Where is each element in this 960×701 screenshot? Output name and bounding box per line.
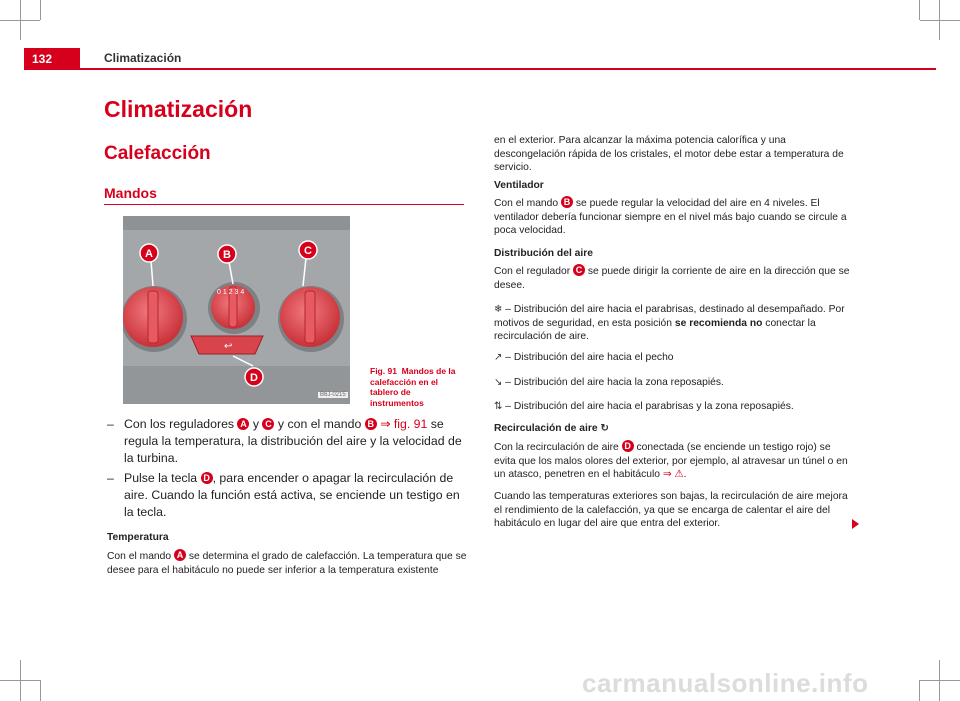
ventilador-heading: Ventilador xyxy=(494,180,544,191)
temperatura-paragraph: Con el mando A se determina el grado de calefacción. La temperatura que se desee para el habitáculo no puede ser inferior a la temperatura existente xyxy=(107,550,467,576)
recirculacion-paragraph: Con la recirculación de aire D conectada (se enciende un testigo rojo) se evita que los malos olores del exterior, por ejemplo, al atravesar un túnel o en un atasco, penetren en el habitáculo ⇒ ⚠. xyxy=(494,441,848,481)
distribucion-heading: Distribución del aire xyxy=(494,248,593,259)
windshield-defrost-icon: ❄ xyxy=(494,304,503,315)
distribution-footwell-item: ↘ – Distribución del aire hacia la zona reposapiés. xyxy=(494,377,724,388)
ref-badge-c: C xyxy=(262,418,274,430)
section-title: Calefacción xyxy=(104,143,211,164)
distribucion-paragraph: Con el regulador C se puede dirigir la corriente de aire en la dirección que se desee. xyxy=(494,265,850,291)
crop-mark xyxy=(939,0,940,40)
ref-badge-d: D xyxy=(201,472,213,484)
figure-caption xyxy=(370,366,465,408)
header-rule xyxy=(80,68,936,70)
crop-mark xyxy=(40,0,41,20)
ventilador-paragraph: Con el mando B se puede regular la velocidad del aire en 4 niveles. El ventilador debería funcionar siempre en el nivel más bajo cuando se circule a poca velocidad. xyxy=(494,197,847,237)
ref-badge-b: B xyxy=(561,196,573,208)
paragraph-continuation: en el exterior. Para alcanzar la máxima potencia calorífica y una descongelación rápida de los cristales, el motor debe estar a temperatura de servicio. xyxy=(494,135,844,174)
air-to-chest-icon: ↗ xyxy=(494,352,503,363)
crop-mark xyxy=(20,0,21,40)
distribution-windshield-item: ❄ – Distribución del aire hacia el parabrisas, destinado al desempañado. Por motivos de seguridad, en esta posición se recomienda no conectar la recirculación de aire. xyxy=(494,304,845,343)
crop-mark xyxy=(920,680,960,681)
page-number: 132 xyxy=(24,48,80,70)
air-to-footwell-icon: ↘ xyxy=(494,377,503,388)
warning-link[interactable]: ⇒ xyxy=(662,469,675,481)
watermark: carmanualsonline.info xyxy=(582,668,869,698)
crop-mark xyxy=(20,660,21,701)
crop-mark xyxy=(920,20,960,21)
figure-caption-text: Mandos de la calefacción en el tablero de instrumentos xyxy=(370,366,456,408)
temperatura-heading: Temperatura xyxy=(107,532,169,543)
subsection-title: Mandos xyxy=(104,185,157,201)
chapter-title: Climatización xyxy=(104,96,253,122)
ref-badge-a: A xyxy=(174,549,186,561)
ref-badge-b: B xyxy=(365,418,377,430)
windshield-footwell-icon: ⇅ xyxy=(494,401,503,412)
recirculation-icon: ↻ xyxy=(600,423,609,434)
distribution-chest-item: ↗ – Distribución del aire hacia el pecho xyxy=(494,352,674,363)
crop-mark xyxy=(919,0,920,20)
crop-mark xyxy=(919,680,920,701)
paragraph-last: Cuando las temperaturas exteriores son bajas, la recirculación de aire mejora el rendimiento de la calefacción, ya que se encarga de calentar el aire del habitáculo en lugar del aire que entra del exterior. xyxy=(494,491,848,530)
heater-controls-figure xyxy=(123,216,350,404)
figure-link[interactable]: ⇒ fig. 91 xyxy=(376,417,428,431)
continue-arrow-icon xyxy=(852,519,859,529)
callout-c-label: C xyxy=(304,245,312,257)
warning-triangle-icon[interactable]: ⚠ xyxy=(674,469,684,481)
ref-badge-a: A xyxy=(237,418,249,430)
crop-mark xyxy=(40,680,41,701)
running-header: Climatización xyxy=(104,51,182,65)
callout-b-label: B xyxy=(223,249,231,261)
step-item: – Pulse la tecla D , para encender o apagar la recirculación de aire. Cuando la función está activa, se enciende un testigo en la tecla. xyxy=(107,471,460,519)
ref-badge-d: D xyxy=(622,440,634,452)
subsection-rule xyxy=(104,204,464,205)
callout-a-label: A xyxy=(145,248,153,260)
figure-caption-label: Fig. 91 xyxy=(370,366,397,376)
figure-code: B6J-0215 xyxy=(320,392,346,398)
crop-mark xyxy=(939,660,940,701)
heater-controls-illustration xyxy=(123,216,350,404)
svg-text:0 1 2 3 4: 0 1 2 3 4 xyxy=(217,289,245,296)
distribution-windshield-footwell-item: ⇅ – Distribución del aire hacia el parabrisas y la zona reposapiés. xyxy=(494,401,794,412)
ref-badge-c: C xyxy=(573,264,585,276)
step-item: – Con los reguladores A y C y con el mando B ⇒ fig. 91 se regula la temperatura, la distribución del aire y la velocidad de la turbina. xyxy=(107,417,462,465)
recirculacion-heading: Recirculación de aire ↻ xyxy=(494,423,609,434)
callout-d-label: D xyxy=(250,372,258,384)
svg-text:↩: ↩ xyxy=(224,341,233,352)
